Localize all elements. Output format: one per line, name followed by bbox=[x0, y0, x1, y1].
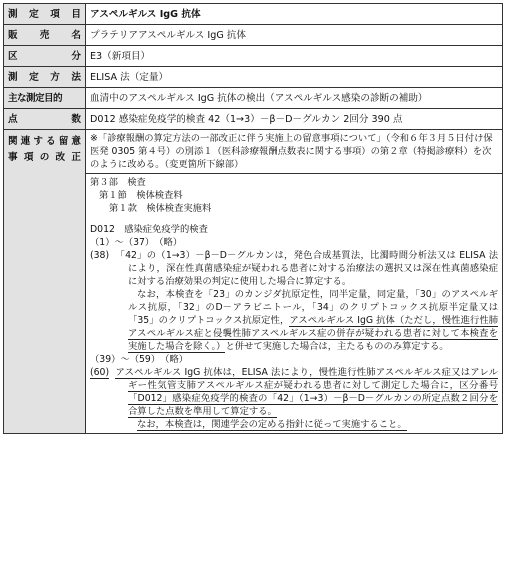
value-purpose: 血清中のアスペルギルス IgG 抗体の検出（アスペルギルス感染の診断の補助） bbox=[86, 88, 503, 109]
label-char: 法 bbox=[71, 71, 81, 83]
value-method: ELISA 法（定量） bbox=[86, 67, 503, 88]
underlined-change: なお，本検査は，関連学会の定める指針に従って実施すること。 bbox=[137, 419, 407, 430]
label-char: 名 bbox=[71, 29, 81, 41]
revision-note: ※「診療報酬の算定方法の一部改正に伴う実施上の留意事項について」（令和６年３月５日付け保医発 0305 第４号）の別添１（医科診療報酬点数表に関する事項）の第２章（特掲診療料）を次のように改める。（変更箇所下線部） bbox=[86, 130, 503, 174]
paragraph-text: と併せて実施した場合は，主たるもののみ算定する。 bbox=[225, 341, 449, 352]
label-char: 数 bbox=[71, 113, 81, 125]
label-char: 点 bbox=[8, 113, 18, 125]
row-purpose bbox=[4, 88, 503, 109]
label-char: 分 bbox=[71, 50, 81, 62]
value-category: E3（新項目） bbox=[86, 46, 503, 67]
section-heading: 第１節 検体検査料 bbox=[99, 190, 183, 201]
value-test-item: アスペルギルス IgG 抗体 bbox=[86, 4, 503, 25]
label-line: 関連する留意 bbox=[8, 136, 81, 147]
label-char: 測 bbox=[8, 8, 18, 20]
row-points bbox=[4, 109, 503, 130]
row-related-notes bbox=[4, 130, 503, 174]
subsection-heading: 第１款 検体検査実施料 bbox=[109, 203, 212, 214]
label-category bbox=[4, 46, 86, 67]
row-product-name bbox=[4, 25, 503, 46]
paragraph-38-note bbox=[90, 288, 498, 353]
part-heading: 第３部 検査 bbox=[90, 177, 146, 188]
label-char: 測 bbox=[8, 71, 18, 83]
paragraph-number: (60) bbox=[90, 367, 110, 378]
label-test-item bbox=[4, 4, 86, 25]
paragraph-60-note bbox=[90, 418, 498, 431]
omitted-range: （39）～（59） （略） bbox=[90, 354, 189, 365]
row-category bbox=[4, 46, 503, 67]
value-product-name: プラテリアアスペルギルス IgG 抗体 bbox=[86, 25, 503, 46]
label-method bbox=[4, 67, 86, 88]
label-points bbox=[4, 109, 86, 130]
paragraph-text: 「42」の（1→3）－β－D－グルカンは，発色合成基質法，比濁時間分析法又は ELISA 法により，深在性真菌感染症が疑われる患者に対する治療法の選択又は深在性真菌感染症に対する治療効果の判定に使用した場合に算定する。 bbox=[115, 250, 498, 287]
label-char: 販 bbox=[8, 29, 18, 41]
label-related-notes bbox=[4, 130, 86, 434]
label-char: 項 bbox=[50, 8, 60, 20]
label-line: 事項の改正 bbox=[8, 152, 81, 163]
label-char: 区 bbox=[8, 50, 18, 62]
revision-body bbox=[86, 174, 503, 434]
value-points: D012 感染症免疫学的検査 42（1→3）－β－D－グルカン 2回分 390 点 bbox=[86, 109, 503, 130]
paragraph-number: (38) bbox=[90, 250, 110, 261]
label-char: 定 bbox=[29, 71, 39, 83]
label-char: 目 bbox=[71, 8, 81, 20]
row-test-item bbox=[4, 4, 503, 25]
paragraph-text: なお，本検査を「23」のカンジダ抗原定性，同半定量，同定量，「30」のアスペルギルス抗原，「32」のD－アラビニトール，「34」のクリプトコックス抗原半定量又は「35」のクリプトコックス抗原定性， bbox=[128, 289, 498, 326]
label-char: 方 bbox=[50, 71, 60, 83]
label-char: 売 bbox=[39, 29, 50, 41]
paragraph-60 bbox=[90, 366, 498, 418]
item-heading: D012 感染症免疫学的検査 bbox=[90, 224, 208, 235]
label-char: 定 bbox=[29, 8, 39, 20]
label-purpose: 主な測定目的 bbox=[4, 88, 86, 109]
test-info-table bbox=[3, 3, 503, 434]
paragraph-38 bbox=[90, 249, 498, 288]
label-product-name bbox=[4, 25, 86, 46]
omitted-range: （1）～（37） （略） bbox=[90, 237, 183, 248]
underlined-change: アスペルギルス IgG 抗体（ただし，慢性進行性肺アスペルギルス症と侵襲性肺アスペルギルス症の併存が疑われる患者に対して本検査を実施した場合を除く。） bbox=[128, 315, 498, 352]
underlined-change: アスペルギルス IgG 抗体は，ELISA 法により，慢性進行性肺アスペルギルス症又はアレルギー性気管支肺アスペルギルス症が疑われる患者に対して測定した場合に，区分番号「D012」感染症免疫学的検査の「42」（1→3）－β－D－グルカンの所定点数２回分を合算した点数を準用して算定する。 bbox=[115, 367, 498, 417]
row-method bbox=[4, 67, 503, 88]
